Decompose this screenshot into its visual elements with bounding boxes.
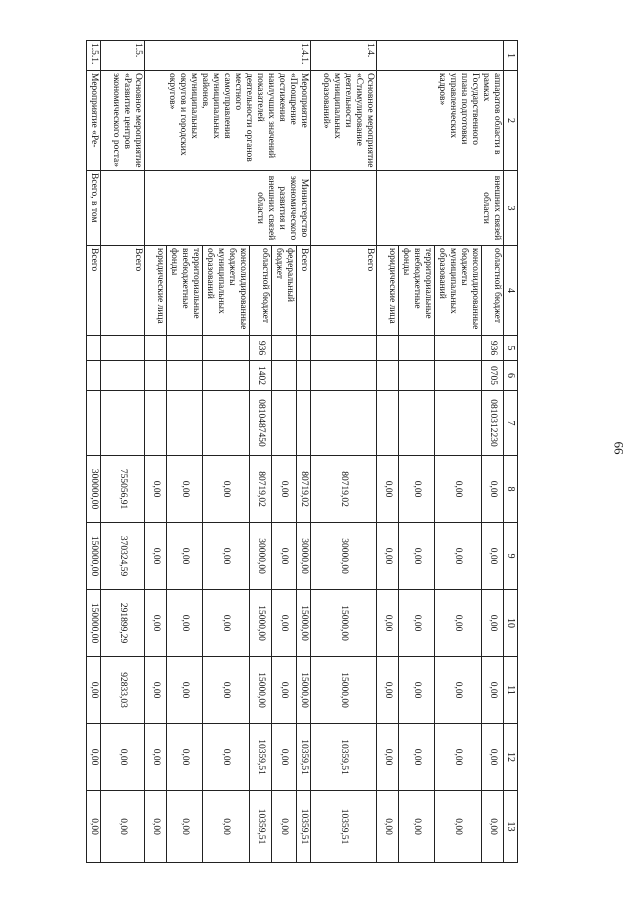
source-cell: юридические лица	[377, 246, 399, 336]
csr-cell	[272, 391, 297, 456]
value-cell: 10359,51	[311, 724, 377, 791]
value-cell: 0,00	[272, 456, 297, 523]
csr-cell	[203, 391, 250, 456]
value-cell: 0,00	[167, 456, 203, 523]
header-cell: 3	[504, 171, 518, 246]
value-cell: 0,00	[203, 590, 250, 657]
header-cell: 12	[504, 724, 518, 791]
value-cell: 0,00	[101, 791, 145, 863]
value-cell: 0,00	[145, 523, 167, 590]
value-cell: 0,00	[377, 523, 399, 590]
value-cell: 0,00	[482, 791, 504, 863]
value-cell: 0,00	[203, 523, 250, 590]
source-cell: Всего	[311, 246, 377, 336]
budget-table	[86, 40, 518, 863]
rzpr-cell	[435, 361, 482, 391]
table-row	[311, 41, 377, 863]
value-cell: 0,00	[435, 657, 482, 724]
grbs-cell	[311, 336, 377, 361]
csr-cell: 0810312230	[482, 391, 504, 456]
value-cell: 0,00	[435, 590, 482, 657]
rzpr-cell	[377, 361, 399, 391]
header-cell: 11	[504, 657, 518, 724]
rzpr-cell	[297, 361, 311, 391]
rzpr-cell	[167, 361, 203, 391]
csr-cell	[87, 391, 101, 456]
value-cell: 0,00	[272, 724, 297, 791]
value-cell: 370324,59	[101, 523, 145, 590]
source-cell: областной бюджет	[250, 246, 272, 336]
grbs-cell	[435, 336, 482, 361]
value-cell: 10359,51	[250, 724, 272, 791]
source-cell: территориальные внебюджетные фонды	[167, 246, 203, 336]
value-cell: 15000,00	[250, 657, 272, 724]
source-cell: Всего	[101, 246, 145, 336]
value-cell: 0,00	[272, 657, 297, 724]
value-cell: 0,00	[145, 724, 167, 791]
header-cell: 10	[504, 590, 518, 657]
csr-cell	[145, 391, 167, 456]
page-number: 66	[611, 441, 627, 455]
value-cell: 80719,02	[311, 456, 377, 523]
csr-cell	[297, 391, 311, 456]
table-rotated-container	[89, 40, 518, 862]
source-cell: юридические лица	[145, 246, 167, 336]
row-number-cell: 1.5.	[101, 41, 145, 71]
value-cell: 0,00	[145, 657, 167, 724]
value-cell: 0,00	[145, 590, 167, 657]
rzpr-cell	[101, 361, 145, 391]
value-cell: 0,00	[167, 590, 203, 657]
value-cell: 291899,29	[101, 590, 145, 657]
source-cell: Всего	[297, 246, 311, 336]
value-cell: 30000,00	[297, 523, 311, 590]
value-cell: 15000,00	[297, 590, 311, 657]
executor-cell	[101, 171, 145, 246]
source-cell: областной бюджет	[482, 246, 504, 336]
value-cell: 0,00	[482, 657, 504, 724]
value-cell: 80719,02	[297, 456, 311, 523]
rzpr-cell	[272, 361, 297, 391]
value-cell: 0,00	[377, 590, 399, 657]
value-cell: 15000,00	[311, 657, 377, 724]
value-cell: 80719,02	[250, 456, 272, 523]
row-number-cell: 1.4.	[311, 41, 377, 71]
value-cell: 10359,51	[250, 791, 272, 863]
value-cell: 0,00	[87, 791, 101, 863]
item-name-cell: Основное мероприятие «Развитие центров экономического роста»	[101, 71, 145, 171]
value-cell: 0,00	[145, 456, 167, 523]
grbs-cell	[297, 336, 311, 361]
row-number-cell: 1.4.1.	[145, 41, 311, 71]
value-cell: 0,00	[101, 724, 145, 791]
value-cell: 0,00	[167, 523, 203, 590]
value-cell: 92833,03	[101, 657, 145, 724]
rzpr-cell: 1402	[250, 361, 272, 391]
value-cell: 0,00	[482, 590, 504, 657]
item-name-cell: Основное мероприятие «Стимулирование деятельности муниципальных образований»	[311, 71, 377, 171]
header-cell: 6	[504, 361, 518, 391]
value-cell: 0,00	[377, 657, 399, 724]
header-cell: 8	[504, 456, 518, 523]
grbs-cell	[377, 336, 399, 361]
table-viewport	[89, 40, 518, 862]
header-cell: 1	[504, 41, 518, 71]
grbs-cell	[101, 336, 145, 361]
item-name-cell: Мероприятие «Поощрение достижения наилучших значений показателей деятельности органов местного самоуправления муниципальных районов, муниципальных округов и городских округов»	[145, 71, 311, 171]
value-cell: 0,00	[482, 523, 504, 590]
csr-cell	[101, 391, 145, 456]
csr-cell: 0810487450	[250, 391, 272, 456]
source-cell: федеральный бюджет	[272, 246, 297, 336]
value-cell: 0,00	[482, 456, 504, 523]
value-cell: 0,00	[399, 456, 435, 523]
value-cell: 150000,00	[87, 590, 101, 657]
table-row	[87, 41, 101, 863]
item-name-cell: аппаратов области в рамках Государственного плана подготовки управленческих кадров»	[377, 71, 504, 171]
rzpr-cell	[87, 361, 101, 391]
value-cell: 0,00	[399, 523, 435, 590]
csr-cell	[399, 391, 435, 456]
value-cell: 0,00	[87, 657, 101, 724]
table-row	[101, 41, 145, 863]
rzpr-cell	[399, 361, 435, 391]
csr-cell	[377, 391, 399, 456]
value-cell: 0,00	[482, 724, 504, 791]
value-cell: 0,00	[203, 657, 250, 724]
value-cell: 15000,00	[311, 590, 377, 657]
grbs-cell	[145, 336, 167, 361]
value-cell: 0,00	[399, 590, 435, 657]
rzpr-cell	[311, 361, 377, 391]
value-cell: 0,00	[272, 523, 297, 590]
table-row	[482, 41, 504, 863]
value-cell: 0,00	[377, 724, 399, 791]
item-name-cell: Мероприятие «Ре-	[87, 71, 101, 171]
header-cell: 9	[504, 523, 518, 590]
value-cell: 0,00	[399, 724, 435, 791]
value-cell: 0,00	[203, 724, 250, 791]
value-cell: 10359,51	[297, 791, 311, 863]
csr-cell	[311, 391, 377, 456]
executor-cell	[311, 171, 377, 246]
source-cell: территориальные внебюджетные фонды	[399, 246, 435, 336]
value-cell: 0,00	[167, 791, 203, 863]
value-cell: 15000,00	[297, 657, 311, 724]
rzpr-cell	[145, 361, 167, 391]
header-cell: 13	[504, 791, 518, 863]
header-cell: 7	[504, 391, 518, 456]
value-cell: 0,00	[435, 724, 482, 791]
value-cell: 150000,00	[87, 523, 101, 590]
value-cell: 0,00	[87, 724, 101, 791]
executor-cell: Всего, в том	[87, 171, 101, 246]
source-cell: консолидированные бюджеты муниципальных образований	[203, 246, 250, 336]
grbs-cell	[272, 336, 297, 361]
value-cell: 0,00	[167, 657, 203, 724]
value-cell: 0,00	[435, 456, 482, 523]
table-header-row	[504, 41, 518, 863]
value-cell: 300000,00	[87, 456, 101, 523]
value-cell: 10359,51	[311, 791, 377, 863]
grbs-cell	[87, 336, 101, 361]
grbs-cell	[167, 336, 203, 361]
rzpr-cell: 0705	[482, 361, 504, 391]
grbs-cell	[203, 336, 250, 361]
value-cell: 0,00	[167, 724, 203, 791]
value-cell: 755056,91	[101, 456, 145, 523]
grbs-cell: 936	[250, 336, 272, 361]
value-cell: 0,00	[435, 523, 482, 590]
value-cell: 0,00	[377, 791, 399, 863]
source-cell: Всего	[87, 246, 101, 336]
rzpr-cell	[203, 361, 250, 391]
csr-cell	[435, 391, 482, 456]
value-cell: 0,00	[145, 791, 167, 863]
value-cell: 0,00	[399, 657, 435, 724]
executor-cell: Министерство экономического развития и внешних связей области	[145, 171, 311, 246]
value-cell: 0,00	[435, 791, 482, 863]
value-cell: 30000,00	[250, 523, 272, 590]
csr-cell	[167, 391, 203, 456]
value-cell: 0,00	[203, 456, 250, 523]
table-row	[297, 41, 311, 863]
value-cell: 0,00	[399, 791, 435, 863]
grbs-cell	[399, 336, 435, 361]
header-cell: 5	[504, 336, 518, 361]
value-cell: 0,00	[272, 590, 297, 657]
value-cell: 0,00	[272, 791, 297, 863]
value-cell: 10359,51	[297, 724, 311, 791]
row-number-cell	[377, 41, 504, 71]
value-cell: 15000,00	[250, 590, 272, 657]
row-number-cell: 1.5.1.	[87, 41, 101, 71]
header-cell: 4	[504, 246, 518, 336]
source-cell: консолидированные бюджеты муниципальных образований	[435, 246, 482, 336]
header-cell: 2	[504, 71, 518, 171]
grbs-cell: 936	[482, 336, 504, 361]
value-cell: 0,00	[203, 791, 250, 863]
executor-cell: внешних связей области	[377, 171, 504, 246]
value-cell: 0,00	[377, 456, 399, 523]
value-cell: 30000,00	[311, 523, 377, 590]
